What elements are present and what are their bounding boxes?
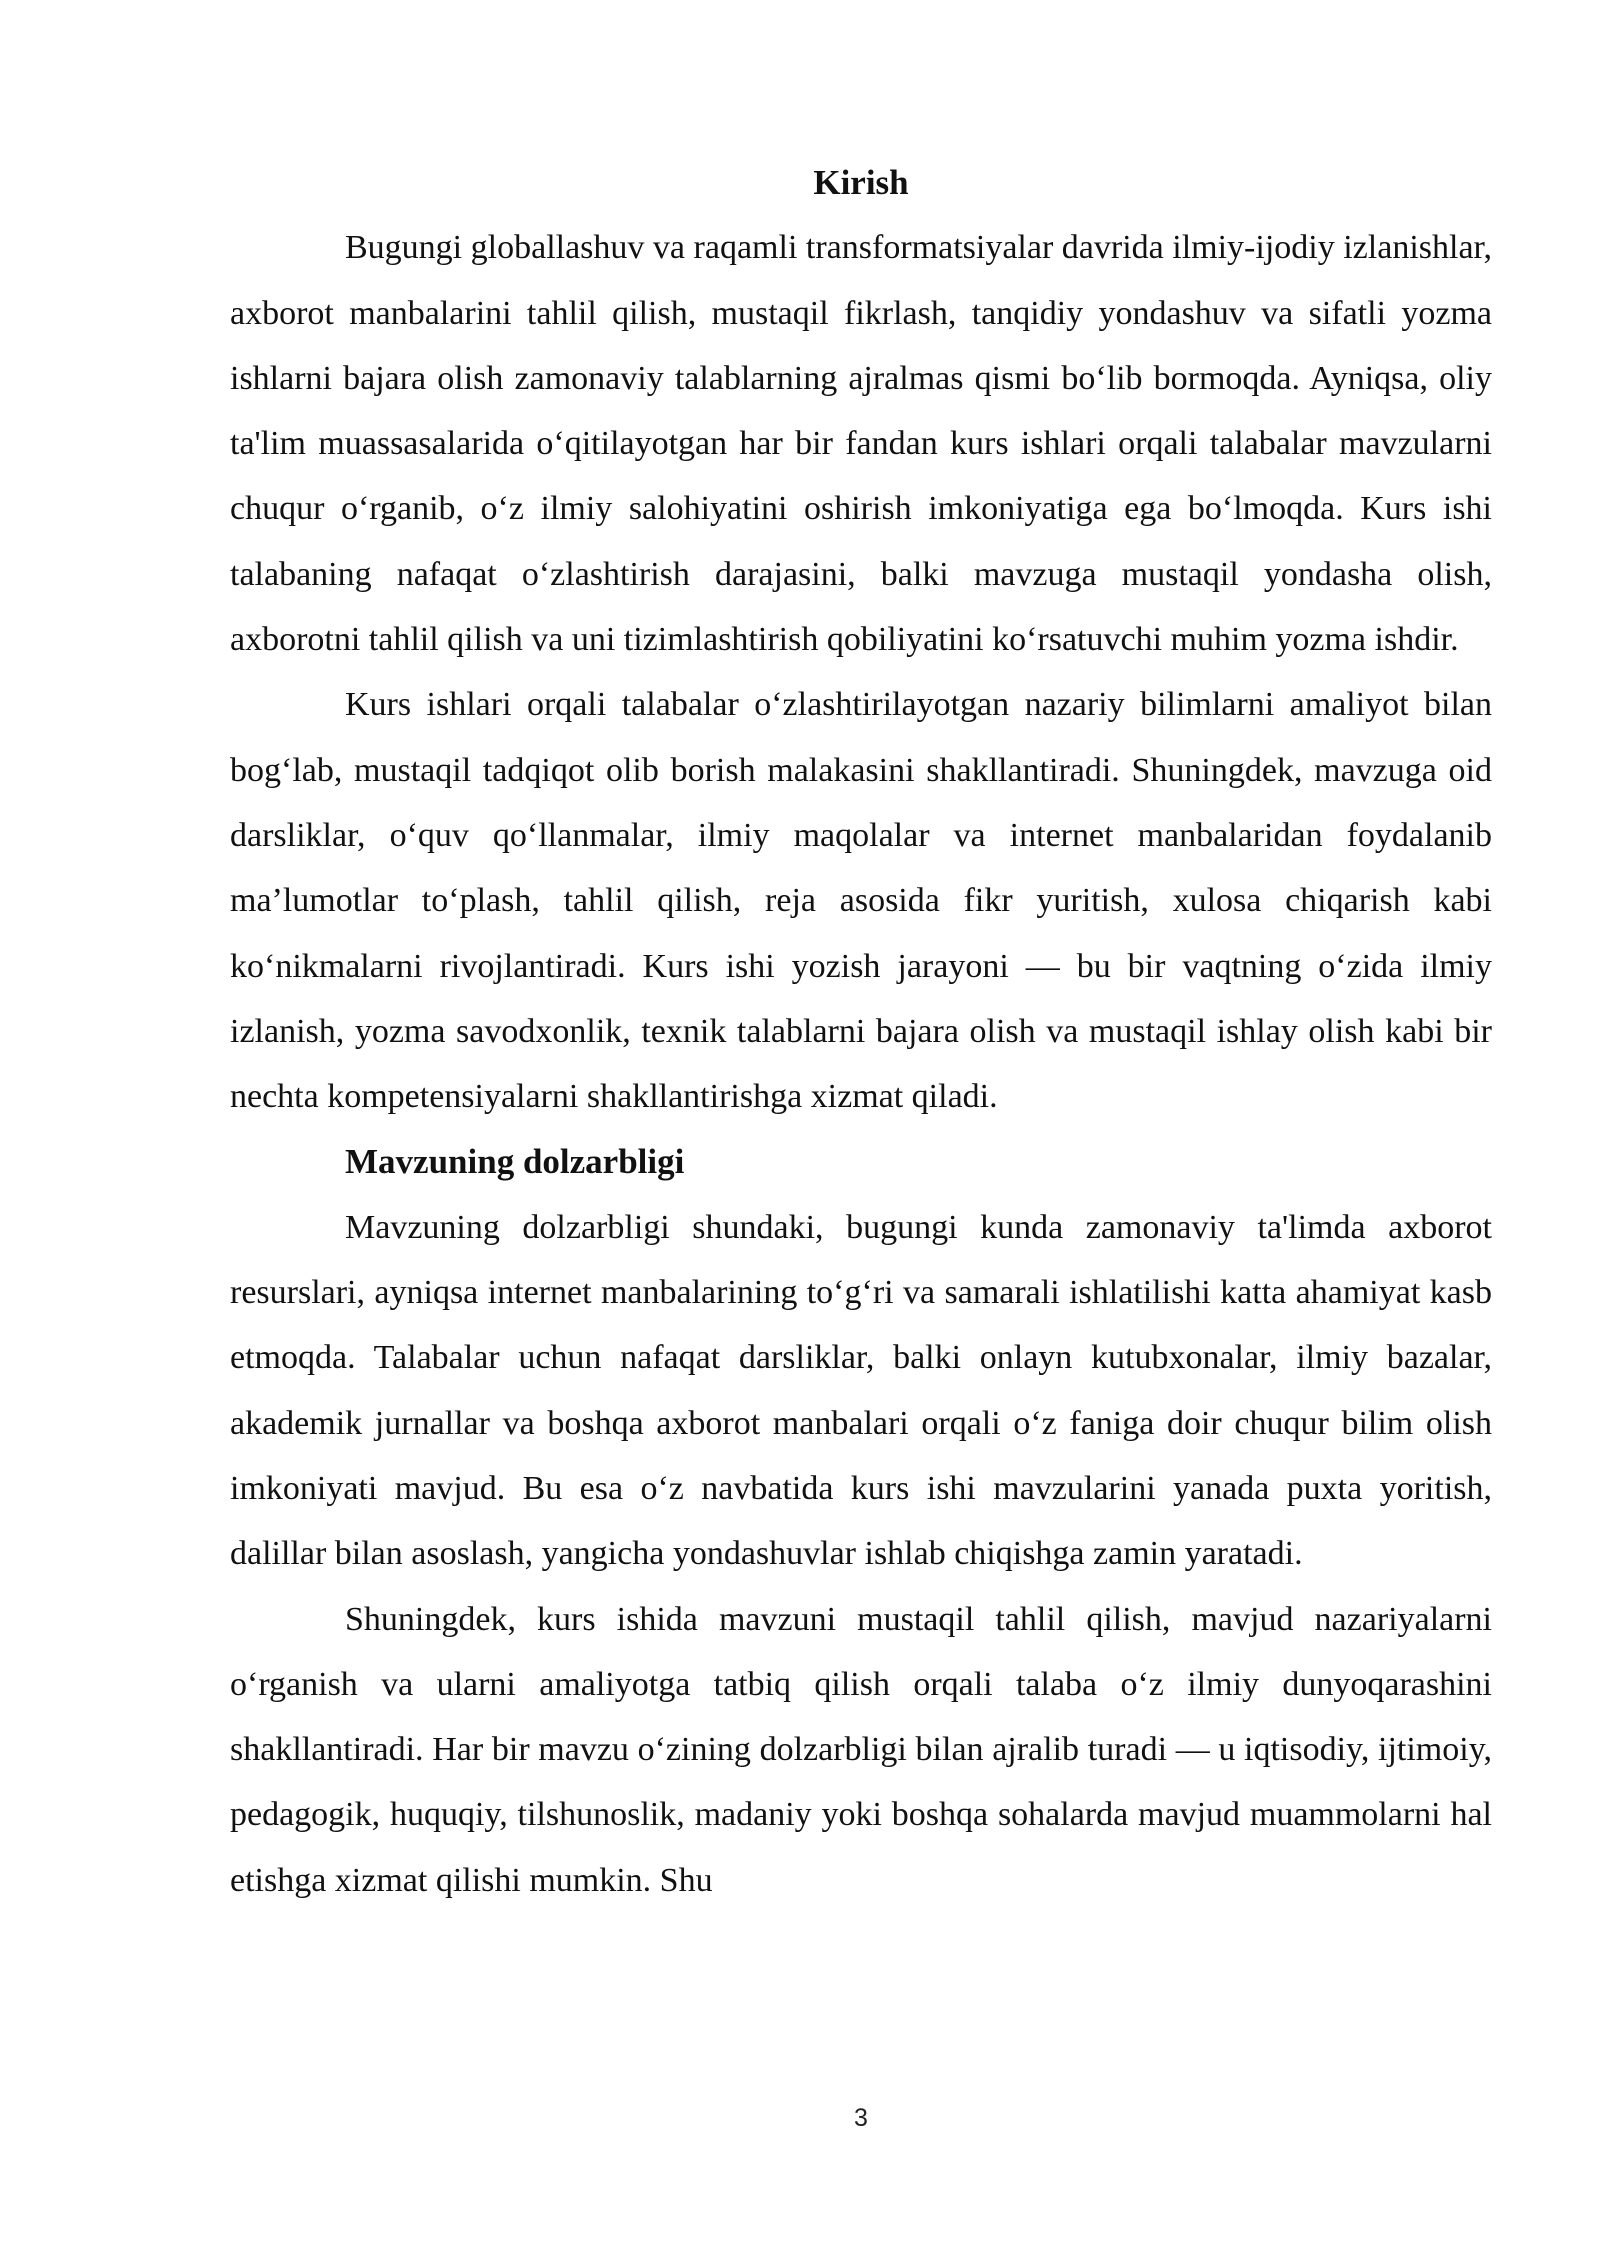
paragraph: Shuningdek, kurs ishida mavzuni mustaqil tahlil qilish, mavjud nazariyalarni o‘rganish va ularni amaliyotga tatbiq qilish orqali talaba o‘z ilmiy dunyoqarashini shakllantiradi. Har bir mavzu o‘zining dolzarbligi bilan ajralib turadi — u iqtisodiy, ijtimoiy, pedagogik, huquqiy, tilshunoslik, madaniy yoki boshqa sohalarda mavjud muammolarni hal etishga xizmat qilishi mumkin. Shu <box>230 1600 1492 1899</box>
paragraph: Mavzuning dolzarbligi shundaki, bugungi kunda zamonaviy ta'limda axborot resurslari, ayniqsa internet manbalarining to‘g‘ri va samarali ishlatilishi katta ahamiyat kasb etmoqda. Talabalar uchun nafaqat darsliklar, balki onlayn kutubxonalar, ilmiy bazalar, akademik jurnallar va boshqa axborot manbalari orqali o‘z faniga doir chuqur bilim olish imkoniyati mavjud. Bu esa o‘z navbatida kurs ishi mavzularini yanada puxta yoritish, dalillar bilan asoslash, yangicha yondashuvlar ishlab chiqishga zamin yaratadi. <box>230 1208 1492 1573</box>
section-heading-dolzarblik: Mavzuning dolzarbligi <box>345 1142 685 1182</box>
paragraph: Kurs ishlari orqali talabalar o‘zlashtirilayotgan nazariy bilimlarni amaliyot bilan bog‘lab, mustaqil tadqiqot olib borish malakasini shakllantiradi. Shuningdek, mavzuga oid darsliklar, o‘quv qo‘llanmalar, ilmiy maqolalar va internet manbalaridan foydalanib ma’lumotlar to‘plash, tahlil qilish, reja asosida fikr yuritish, xulosa chiqarish kabi ko‘nikmalarni rivojlantiradi. Kurs ishi yozish jarayoni — bu bir vaqtning o‘zida ilmiy izlanish, yozma savodxonlik, texnik talablarni bajara olish va mustaqil ishlay olish kabi bir nechta kompetensiyalarni shakllantirishga xizmat qiladi. <box>230 686 1492 1116</box>
page-number: 3 <box>854 2104 868 2132</box>
paragraph: Bugungi globallashuv va raqamli transformatsiyalar davrida ilmiy-ijodiy izlanishlar, axborot manbalarini tahlil qilish, mustaqil fikrlash, tanqidiy yondashuv va sifatli yozma ishlarni bajara olish zamonaviy talablarning ajralmas qismi bo‘lib bormoqda. Ayniqsa, oliy ta'lim muassasalarida o‘qitilayotgan har bir fandan kurs ishlari orqali talabalar mavzularni chuqur o‘rganib, o‘z ilmiy salohiyatini oshirish imkoniyatiga ega bo‘lmoqda. Kurs ishi talabaning nafaqat o‘zlashtirish darajasini, balki mavzuga mustaqil yondasha olish, axborotni tahlil qilish va uni tizimlashtirish qobiliyatini ko‘rsatuvchi muhim yozma ishdir. <box>230 229 1492 659</box>
section-heading-kirish: Kirish <box>813 163 909 202</box>
page-body <box>230 150 1492 1913</box>
